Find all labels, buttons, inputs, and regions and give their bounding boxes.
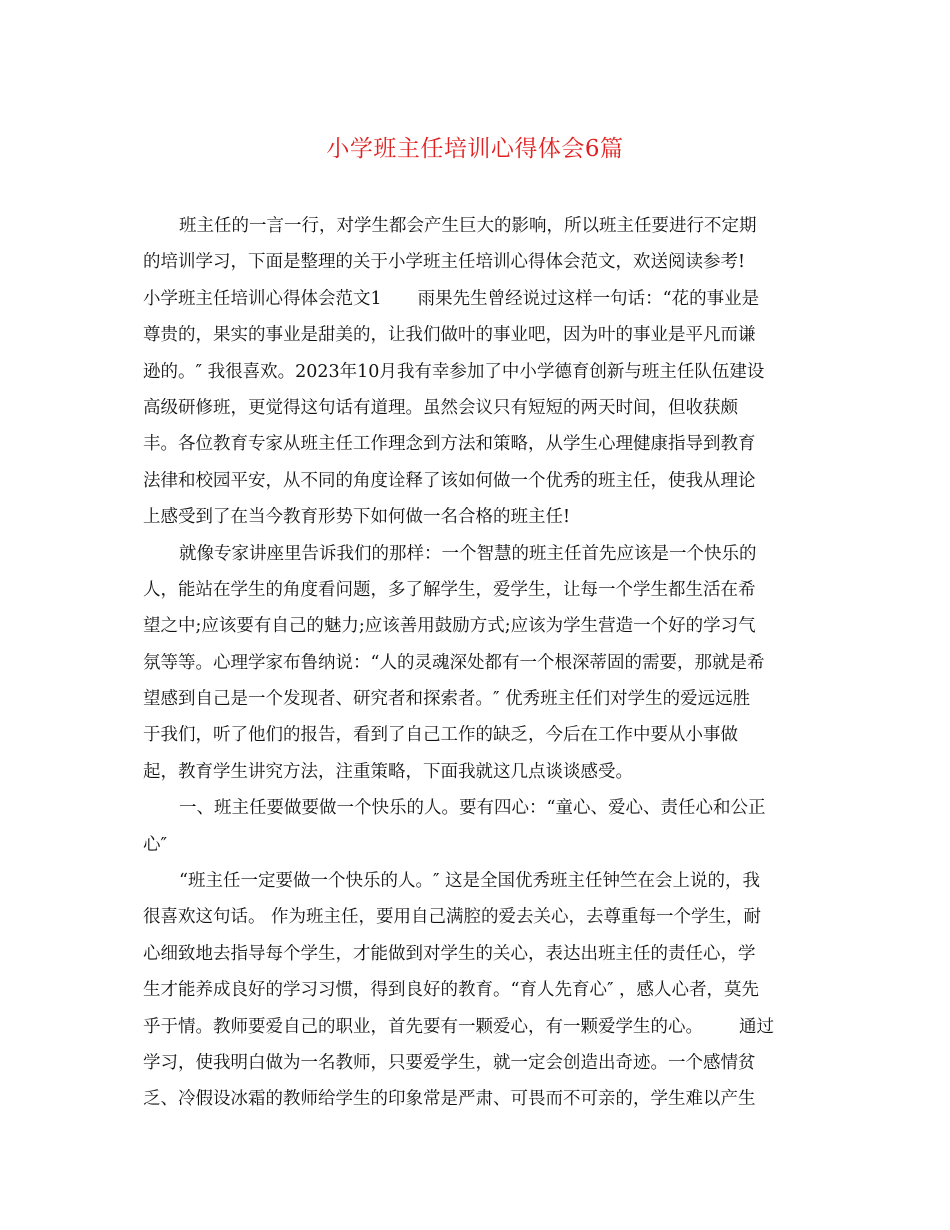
paragraph-line: 就像专家讲座里告诉我们的那样：一个智慧的班主任首先应该是一个快乐的: [179, 543, 757, 564]
paragraph-line: 学习，使我明白做为一名教师，只要爱学生，就一定会创造出奇迹。一个感情贫: [143, 1052, 756, 1073]
paragraph-line: 高级研修班，更觉得这句话有道理。虽然会议只有短短的两天时间，但收获颇: [143, 397, 738, 418]
paragraph-line: 很喜欢这句话。 作为班主任，要用自己满腔的爱去关心，去尊重每一个学生，耐: [143, 907, 762, 928]
document-title: 小学班主任培训心得体会6篇: [326, 136, 624, 162]
paragraph-text: 通过: [739, 1016, 774, 1037]
paragraph-line: 一、班主任要做要做一个快乐的人。要有四心：“童心、爱心、责任心和公正: [179, 798, 766, 819]
paragraph-line: “班主任一定要做一个快乐的人。″ 这是全国优秀班主任钟竺在会上说的，我: [179, 871, 761, 892]
document-body: [143, 208, 807, 1118]
paragraph-line: 望之中;应该要有自己的魅力;应该善用鼓励方式;应该为学生营造一个好的学习气: [143, 616, 756, 637]
paragraph-line: 起，教育学生讲究方法，注重策略，下面我就这几点谈谈感受。: [143, 761, 633, 782]
paragraph-text: 雨果先生曾经说过这样一句话：“花的事业是: [417, 288, 760, 309]
paragraph-line: 望感到自己是一个发现者、研究者和探索者。″ 优秀班主任们对学生的爱远远胜: [143, 689, 751, 710]
paragraph-line: 班主任的一言一行，对学生都会产生巨大的影响，所以班主任要进行不定期: [179, 216, 757, 236]
paragraph-line: 尊贵的，果实的事业是甜美的，让我们做叶的事业吧，因为叶的事业是平凡而谦: [143, 325, 756, 346]
paragraph-line: 氛等等。心理学家布鲁纳说：“人的灵魂深处都有一个根深蒂固的需要，那就是希: [143, 652, 765, 673]
paragraph-line: 法律和校园平安，从不同的角度诠释了该如何做一个优秀的班主任，使我从理论: [143, 470, 756, 491]
paragraph-line: [143, 1009, 807, 1045]
paragraph-line: [143, 281, 807, 317]
paragraph-line: 的培训学习，下面是整理的关于小学班主任培训心得体会范文，欢送阅读参考!: [143, 252, 746, 273]
paragraph-line: 人，能站在学生的角度看问题，多了解学生，爱学生，让每一个学生都生活在希: [143, 579, 756, 600]
paragraph-line: 逊的。″ 我很喜欢。2023年10月我有幸参加了中小学德育创新与班主任队伍建设: [143, 361, 765, 382]
paragraph-line: 丰。各位教育专家从班主任工作理念到方法和策略，从学生心理健康指导到教育: [143, 434, 756, 455]
paragraph-line: 于我们，听了他们的报告，看到了自己工作的缺乏，今后在工作中要从小事做: [143, 725, 738, 746]
paragraph-line: 心细致地去指导每个学生，才能做到对学生的关心，表达出班主任的责任心，学: [143, 943, 756, 964]
paragraph-line: 心″: [143, 834, 168, 855]
paragraph-line: 生才能养成良好的学习习惯，得到良好的教育。“育人先育心″ ，感人心者，莫先: [143, 980, 760, 1001]
paragraph-text: 乎于情。教师要爱自己的职业，首先要有一颗爱心，有一颗爱学生的心。: [143, 1016, 703, 1037]
section-heading: 小学班主任培训心得体会范文1: [143, 288, 382, 309]
paragraph-line: 上感受到了在当今教育形势下如何做一名合格的班主任!: [143, 507, 571, 528]
paragraph-line: 乏、冷假设冰霜的教师给学生的印象常是严肃、可畏而不可亲的，学生难以产生: [143, 1089, 756, 1110]
